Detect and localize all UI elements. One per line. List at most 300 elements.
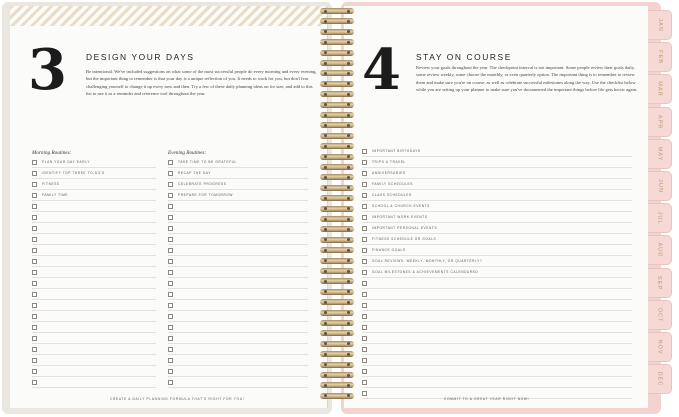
checkbox[interactable] — [362, 193, 367, 198]
checkbox[interactable] — [362, 325, 367, 330]
morning-routine-row — [32, 355, 156, 366]
binding-hole — [324, 166, 327, 169]
binding-hole — [347, 218, 350, 221]
binding-hole — [347, 384, 350, 387]
binding-hole — [347, 186, 350, 189]
binding-hole — [347, 259, 350, 262]
checkbox[interactable] — [32, 347, 37, 352]
month-tab-label: DEC — [656, 371, 663, 387]
checkbox[interactable] — [32, 259, 37, 264]
checkbox[interactable] — [32, 292, 37, 297]
spiral-coil — [320, 372, 354, 378]
binding-hole — [324, 218, 327, 221]
binding-hole — [347, 249, 350, 252]
morning-routine-row — [32, 333, 156, 344]
binding-hole — [347, 270, 350, 273]
binding-hole — [324, 280, 327, 283]
binding-hole — [347, 290, 350, 293]
binding-hole — [347, 155, 350, 158]
month-tab-may[interactable] — [648, 139, 672, 169]
checkbox[interactable] — [168, 171, 173, 176]
morning-routine-row — [32, 234, 156, 245]
checkbox[interactable] — [168, 160, 173, 165]
checklist-item-label: IMPORTANT BIRTHDAYS — [372, 149, 421, 153]
checklist-row — [362, 322, 632, 333]
checkbox[interactable] — [32, 204, 37, 209]
binding-hole — [347, 301, 350, 304]
month-tab-apr[interactable] — [648, 107, 672, 137]
checklist-item-label: IMPORTANT PERSONAL EVENTS — [372, 226, 438, 230]
morning-routine-row — [32, 212, 156, 223]
spiral-coil — [320, 195, 354, 201]
binding-hole — [347, 363, 350, 366]
binding-hole — [347, 332, 350, 335]
checkbox[interactable] — [362, 171, 367, 176]
binding-hole — [347, 342, 350, 345]
checkbox[interactable] — [362, 204, 367, 209]
spiral-coil — [320, 143, 354, 149]
binding-hole — [324, 228, 327, 231]
binding-hole — [347, 30, 350, 33]
checkbox[interactable] — [32, 369, 37, 374]
checkbox[interactable] — [362, 358, 367, 363]
spiral-coil — [320, 237, 354, 243]
evening-routines-list — [168, 157, 308, 388]
binding-hole — [324, 332, 327, 335]
spiral-coil — [320, 310, 354, 316]
checkbox[interactable] — [362, 270, 367, 275]
checklist-row — [362, 311, 632, 322]
checklist-row — [362, 245, 632, 256]
month-tab-oct[interactable] — [648, 300, 672, 330]
spiral-coil — [320, 112, 354, 118]
checkbox[interactable] — [168, 281, 173, 286]
evening-routine-row — [168, 168, 308, 179]
month-tab-label: AUG — [656, 242, 663, 258]
spiral-coil — [320, 351, 354, 357]
checkbox[interactable] — [168, 193, 173, 198]
morning-routine-row — [32, 377, 156, 388]
binding-hole — [347, 145, 350, 148]
binding-hole — [347, 41, 350, 44]
binding-hole — [324, 134, 327, 137]
checklist-item-label: FINANCE GOALS — [372, 248, 406, 252]
checkbox[interactable] — [168, 270, 173, 275]
morning-routine-row — [32, 223, 156, 234]
checklist-item-label: TAKE TIME TO BE GRATEFUL — [178, 160, 237, 164]
evening-routine-row — [168, 234, 308, 245]
evening-routine-row — [168, 333, 308, 344]
morning-routine-row — [32, 267, 156, 278]
checklist-item-label: CLASS SCHEDULES — [372, 193, 412, 197]
month-tab-jul[interactable] — [648, 203, 672, 233]
binding-hole — [347, 10, 350, 13]
evening-routines-title: Evening Routines: — [168, 150, 207, 156]
checklist-row — [362, 300, 632, 311]
spiral-coil — [320, 70, 354, 76]
checkbox[interactable] — [32, 336, 37, 341]
binding-hole — [347, 62, 350, 65]
binding-hole — [324, 114, 327, 117]
binding-hole — [324, 322, 327, 325]
checklist-row — [362, 267, 632, 278]
section-number: 4 — [362, 37, 401, 103]
checkbox[interactable] — [32, 380, 37, 385]
binding-hole — [324, 30, 327, 33]
checklist-row — [362, 234, 632, 245]
binding-hole — [347, 322, 350, 325]
morning-routine-row — [32, 179, 156, 190]
spiral-coil — [320, 174, 354, 180]
spiral-coil — [320, 133, 354, 139]
morning-routine-row — [32, 201, 156, 212]
evening-routine-row — [168, 190, 308, 201]
month-tab-label: NOV — [656, 339, 663, 355]
goals-checklist — [362, 146, 632, 399]
checkbox[interactable] — [362, 369, 367, 374]
spiral-coil — [320, 330, 354, 336]
spiral-coil — [320, 278, 354, 284]
morning-routine-row — [32, 289, 156, 300]
spiral-coil — [320, 258, 354, 264]
binding-hole — [324, 374, 327, 377]
binding-hole — [324, 197, 327, 200]
checkbox[interactable] — [168, 369, 173, 374]
evening-routine-row — [168, 300, 308, 311]
spiral-coil — [320, 226, 354, 232]
binding-hole — [347, 82, 350, 85]
checklist-item-label: RECAP THE DAY — [178, 171, 212, 175]
binding-hole — [347, 51, 350, 54]
checkbox[interactable] — [362, 248, 367, 253]
binding-hole — [347, 394, 350, 397]
binding-hole — [324, 311, 327, 314]
checkbox[interactable] — [32, 182, 37, 187]
month-tab-label: JUN — [656, 179, 663, 193]
spiral-coil — [320, 29, 354, 35]
morning-routine-row — [32, 278, 156, 289]
checkbox[interactable] — [168, 248, 173, 253]
binding-hole — [347, 228, 350, 231]
month-tab-aug[interactable] — [648, 235, 672, 265]
morning-routine-row — [32, 366, 156, 377]
month-tab-label: MAR — [656, 81, 663, 98]
binding-hole — [324, 51, 327, 54]
checkbox[interactable] — [168, 182, 173, 187]
checkbox[interactable] — [168, 347, 173, 352]
spiral-coil — [320, 216, 354, 222]
spiral-coil — [320, 164, 354, 170]
evening-routine-row — [168, 344, 308, 355]
striped-header-band — [10, 6, 327, 26]
checkbox[interactable] — [32, 248, 37, 253]
checklist-row — [362, 190, 632, 201]
binding-hole — [324, 249, 327, 252]
spiral-coil — [320, 50, 354, 56]
spiral-coil — [320, 206, 354, 212]
month-tab-label: JUL — [656, 211, 663, 225]
morning-routine-row — [32, 245, 156, 256]
spiral-coil — [320, 18, 354, 24]
binding-hole — [324, 93, 327, 96]
spiral-coil — [320, 8, 354, 14]
checkbox[interactable] — [362, 336, 367, 341]
checklist-row — [362, 223, 632, 234]
month-tab-label: JAN — [656, 18, 663, 32]
morning-routine-row — [32, 300, 156, 311]
checklist-row — [362, 333, 632, 344]
spiral-coil — [320, 39, 354, 45]
spiral-coil — [320, 60, 354, 66]
month-tab-label: MAY — [656, 146, 663, 162]
checkbox[interactable] — [362, 303, 367, 308]
checklist-item-label: FAMILY TIME — [42, 193, 69, 197]
month-tab-nov[interactable] — [648, 332, 672, 362]
checklist-item-label: FAMILY SCHEDULES — [372, 182, 414, 186]
evening-routine-row — [168, 377, 308, 388]
month-tab-label: FEB — [656, 50, 663, 65]
month-tab-label: OCT — [656, 307, 663, 323]
checklist-row — [362, 201, 632, 212]
checkbox[interactable] — [362, 160, 367, 165]
checklist-item-label: GOAL MILESTONES & ACHIEVEMENTS CALENDARED — [372, 270, 479, 274]
checkbox[interactable] — [168, 226, 173, 231]
binding-hole — [324, 270, 327, 273]
checkbox[interactable] — [362, 149, 367, 154]
checklist-item-label: PLAN YOUR DAY EARLY — [42, 160, 91, 164]
checkbox[interactable] — [362, 347, 367, 352]
evening-routine-row — [168, 366, 308, 377]
binding-hole — [324, 72, 327, 75]
morning-routine-row — [32, 256, 156, 267]
checklist-item-label: FITNESS SCHEDULE OR GOALS — [372, 237, 437, 241]
month-tab-dec[interactable] — [648, 364, 672, 394]
month-tabs — [648, 10, 672, 408]
evening-routine-row — [168, 278, 308, 289]
checkbox[interactable] — [32, 325, 37, 330]
binding-hole — [324, 176, 327, 179]
checkbox[interactable] — [362, 215, 367, 220]
checklist-row — [362, 355, 632, 366]
checklist-item-label: SCHOOL & CHURCH EVENTS — [372, 204, 430, 208]
checklist-row — [362, 212, 632, 223]
checkbox[interactable] — [32, 171, 37, 176]
checklist-row — [362, 179, 632, 190]
binding-hole — [324, 20, 327, 23]
checkbox[interactable] — [168, 259, 173, 264]
spiral-coil — [320, 122, 354, 128]
morning-routine-row — [32, 190, 156, 201]
spiral-coil — [320, 382, 354, 388]
binding-hole — [324, 394, 327, 397]
binding-hole — [347, 72, 350, 75]
binding-hole — [324, 207, 327, 210]
spiral-coil — [320, 299, 354, 305]
evening-routine-row — [168, 223, 308, 234]
evening-routine-row — [168, 201, 308, 212]
checkbox[interactable] — [362, 391, 367, 396]
binding-hole — [347, 311, 350, 314]
evening-routine-row — [168, 157, 308, 168]
morning-routine-row — [32, 157, 156, 168]
checkbox[interactable] — [168, 380, 173, 385]
checklist-item-label: IMPORTANT WORK EVENTS — [372, 215, 428, 219]
checkbox[interactable] — [32, 237, 37, 242]
binding-hole — [347, 134, 350, 137]
evening-routine-row — [168, 212, 308, 223]
checklist-row — [362, 289, 632, 300]
right-page — [344, 6, 648, 408]
left-page-footer: CREATE A DAILY PLANNING FORMULA THAT'S RIGHT FOR YOU! — [110, 397, 245, 401]
binding-hole — [347, 124, 350, 127]
checklist-item-label: GOAL REVIEWS: WEEKLY, MONTHLY, OR QUARTERLY? — [372, 259, 483, 263]
binding-hole — [347, 280, 350, 283]
month-tab-jan[interactable] — [648, 10, 672, 40]
binding-hole — [347, 166, 350, 169]
checkbox[interactable] — [362, 237, 367, 242]
checklist-item-label: FITNESS — [42, 182, 60, 186]
spiral-coil — [320, 81, 354, 87]
checklist-item-label: PREPARE FOR TOMORROW — [178, 193, 234, 197]
binding-hole — [324, 301, 327, 304]
checklist-row — [362, 146, 632, 157]
binding-hole — [347, 353, 350, 356]
spiral-coil — [320, 289, 354, 295]
checkbox[interactable] — [362, 380, 367, 385]
binding-hole — [347, 114, 350, 117]
checklist-item-label: IDENTIFY TOP THREE TO-DO'S — [42, 171, 105, 175]
binding-hole — [324, 124, 327, 127]
evening-routine-row — [168, 355, 308, 366]
checkbox[interactable] — [168, 292, 173, 297]
evening-routine-row — [168, 322, 308, 333]
checkbox[interactable] — [168, 237, 173, 242]
checklist-row — [362, 377, 632, 388]
checklist-row — [362, 278, 632, 289]
evening-routine-row — [168, 179, 308, 190]
checkbox[interactable] — [168, 336, 173, 341]
binding-hole — [347, 103, 350, 106]
section-intro: Be intentional. We've included suggestions on what some of the most successful people do every morning and every evening, but the important thing to remember is that your day is a unique reflection of you. It needs to work for you, but don't fear challenging yourself to change it up every now and then. Try a few of these daily planning ideas on for size, and add to this list to use it as a reminder and reference tool throughout the year. — [86, 69, 317, 97]
binding-hole — [324, 62, 327, 65]
checkbox[interactable] — [362, 281, 367, 286]
section-title: STAY ON COURSE — [416, 52, 512, 62]
morning-routine-row — [32, 322, 156, 333]
evening-routine-row — [168, 311, 308, 322]
checklist-row — [362, 366, 632, 377]
checkbox[interactable] — [32, 226, 37, 231]
spiral-coil — [320, 393, 354, 399]
checkbox[interactable] — [32, 303, 37, 308]
section-title: DESIGN YOUR DAYS — [86, 52, 195, 62]
checkbox[interactable] — [362, 226, 367, 231]
spiral-coil — [320, 154, 354, 160]
checkbox[interactable] — [32, 281, 37, 286]
spiral-coil — [320, 102, 354, 108]
binding-hole — [324, 384, 327, 387]
checkbox[interactable] — [168, 358, 173, 363]
checklist-row — [362, 344, 632, 355]
checkbox[interactable] — [32, 160, 37, 165]
binding-hole — [324, 155, 327, 158]
checkbox[interactable] — [168, 215, 173, 220]
binding-hole — [347, 374, 350, 377]
checkbox[interactable] — [168, 314, 173, 319]
checkbox[interactable] — [32, 270, 37, 275]
checklist-row — [362, 157, 632, 168]
binding-hole — [324, 342, 327, 345]
binding-hole — [324, 186, 327, 189]
binding-hole — [324, 238, 327, 241]
month-tab-feb[interactable] — [648, 42, 672, 72]
checkbox[interactable] — [32, 358, 37, 363]
spiral-coil — [320, 185, 354, 191]
binding-hole — [347, 20, 350, 23]
checkbox[interactable] — [168, 325, 173, 330]
binding-hole — [324, 41, 327, 44]
evening-routine-row — [168, 267, 308, 278]
morning-routine-row — [32, 311, 156, 322]
left-page — [10, 6, 328, 408]
binding-hole — [347, 176, 350, 179]
checklist-row — [362, 256, 632, 267]
section-intro: Review your goals throughout the year. The checkpoint interval is not important. Some people review their goals daily, some review weekly, some choose the monthly, or even quarterly option. The important thing is to remember to review them and make sure you're on course, as well as celebrate successful milestones along the way. Use the checklist below while you are setting up your planner to make sure you've documented the important things before life gets hectic again. — [416, 65, 638, 93]
spiral-coil — [320, 268, 354, 274]
checklist-item-label: TRIPS & TRAVEL — [372, 160, 406, 164]
checkbox[interactable] — [362, 182, 367, 187]
month-tab-mar[interactable] — [648, 74, 672, 104]
right-page-footer: COMMIT TO A GREAT YEAR RIGHT NOW! — [444, 397, 530, 401]
month-tab-sep[interactable] — [648, 268, 672, 298]
checklist-item-label: ANNIVERSARIES — [372, 171, 406, 175]
binding-hole — [347, 207, 350, 210]
spiral-coil — [320, 247, 354, 253]
binding-hole — [324, 103, 327, 106]
checkbox[interactable] — [32, 314, 37, 319]
checkbox[interactable] — [32, 215, 37, 220]
month-tab-label: SEP — [656, 275, 663, 290]
morning-routines-title: Morning Routines: — [32, 150, 72, 156]
binding-hole — [347, 93, 350, 96]
checkbox[interactable] — [168, 303, 173, 308]
spiral-coil — [320, 91, 354, 97]
binding-hole — [324, 353, 327, 356]
section-number: 3 — [28, 37, 67, 103]
evening-routine-row — [168, 245, 308, 256]
checkbox[interactable] — [362, 292, 367, 297]
checklist-item-label: CELEBRATE PROGRESS — [178, 182, 227, 186]
morning-routine-row — [32, 344, 156, 355]
month-tab-jun[interactable] — [648, 171, 672, 201]
checklist-row — [362, 168, 632, 179]
morning-routines-list — [32, 157, 156, 388]
binding-hole — [324, 290, 327, 293]
binding-hole — [347, 197, 350, 200]
checkbox[interactable] — [362, 314, 367, 319]
checkbox[interactable] — [32, 193, 37, 198]
binding-hole — [347, 238, 350, 241]
spiral-coil — [320, 320, 354, 326]
spiral-coil — [320, 341, 354, 347]
binding-hole — [324, 145, 327, 148]
binding-hole — [324, 363, 327, 366]
checkbox[interactable] — [362, 259, 367, 264]
binding-hole — [324, 259, 327, 262]
binding-hole — [324, 10, 327, 13]
spiral-coil — [320, 362, 354, 368]
checkbox[interactable] — [168, 204, 173, 209]
evening-routine-row — [168, 289, 308, 300]
